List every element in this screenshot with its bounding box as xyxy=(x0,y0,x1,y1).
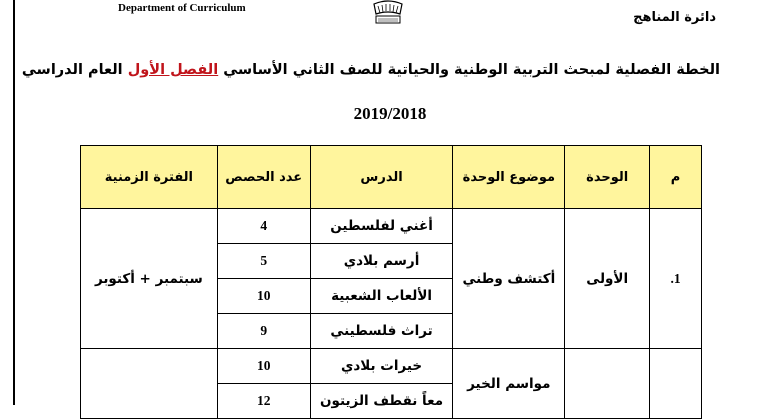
table-row xyxy=(81,209,702,244)
column-header-unit: الوحدة xyxy=(565,146,650,209)
department-name-ar: دائرة المناهج xyxy=(633,10,716,25)
lesson-title: معاً نقطف الزيتون xyxy=(310,384,453,419)
table-header-row xyxy=(81,146,702,209)
table-row xyxy=(81,349,702,384)
unit-name xyxy=(565,349,650,419)
palestine-emblem-icon xyxy=(366,0,410,26)
lesson-title: الألعاب الشعبية xyxy=(310,279,453,314)
column-header-period: الفترة الزمنية xyxy=(81,146,218,209)
plan-title xyxy=(21,62,720,78)
lesson-sessions: 5 xyxy=(217,244,310,279)
unit-number xyxy=(650,349,702,419)
unit-number: 1. xyxy=(650,209,702,349)
unit-topic: مواسم الخير xyxy=(453,349,565,419)
plan-title-part2: العام الدراسي xyxy=(21,62,128,78)
lesson-title: تراث فلسطيني xyxy=(310,314,453,349)
lesson-sessions: 10 xyxy=(217,279,310,314)
unit-topic: أكتشف وطني xyxy=(453,209,565,349)
unit-period: سبتمبر + أكتوبر xyxy=(81,209,218,349)
page-border-line xyxy=(13,0,15,405)
column-header-index: م xyxy=(650,146,702,209)
column-header-lesson: الدرس xyxy=(310,146,453,209)
semester-plan-table xyxy=(80,145,702,419)
lesson-sessions: 10 xyxy=(217,349,310,384)
plan-title-semester: الفصل الأول xyxy=(127,62,219,78)
unit-period xyxy=(81,349,218,419)
lesson-sessions: 12 xyxy=(217,384,310,419)
lesson-sessions: 9 xyxy=(217,314,310,349)
lesson-sessions: 4 xyxy=(217,209,310,244)
unit-name: الأولى xyxy=(565,209,650,349)
department-name-en: Department of Curriculum xyxy=(118,2,246,14)
column-header-topic: موضوع الوحدة xyxy=(453,146,565,209)
lesson-title: خيرات بلادي xyxy=(310,349,453,384)
academic-year: 2019/2018 xyxy=(353,104,427,123)
column-header-sessions: عدد الحصص xyxy=(217,146,310,209)
lesson-title: أغني لفلسطين xyxy=(310,209,453,244)
plan-title-part1: الخطة الفصلية لمبحث التربية الوطنية والحياتية للصف الثاني الأساسي xyxy=(218,62,720,78)
lesson-title: أرسم بلادي xyxy=(310,244,453,279)
